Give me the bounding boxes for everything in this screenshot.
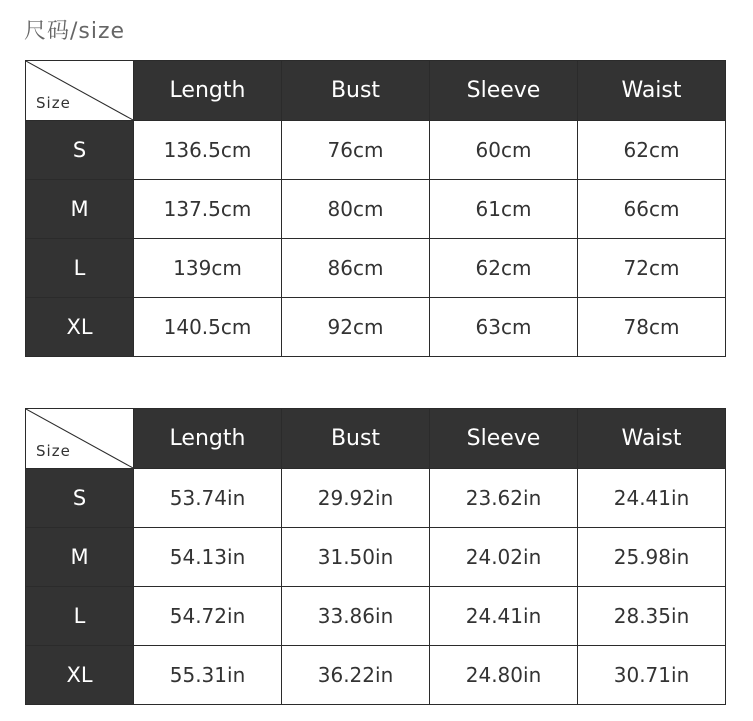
column-header-bust: Bust	[282, 61, 430, 121]
table-row	[26, 121, 726, 180]
corner-label: Size	[36, 94, 71, 112]
corner-header-cell	[26, 409, 134, 469]
length-value-cell: 54.72in	[134, 587, 282, 646]
waist-value-cell: 30.71in	[578, 646, 726, 705]
column-header-bust: Bust	[282, 409, 430, 469]
bust-value-cell: 76cm	[282, 121, 430, 180]
table-header-row	[26, 409, 726, 469]
waist-value-cell: 62cm	[578, 121, 726, 180]
length-value-cell: 54.13in	[134, 528, 282, 587]
sleeve-value-cell: 24.80in	[430, 646, 578, 705]
bust-value-cell: 33.86in	[282, 587, 430, 646]
waist-value-cell: 72cm	[578, 239, 726, 298]
size-label-cell: S	[26, 121, 134, 180]
column-header-sleeve: Sleeve	[430, 61, 578, 121]
size-label-cell: XL	[26, 298, 134, 357]
corner-label: Size	[36, 442, 71, 460]
table-row	[26, 528, 726, 587]
length-value-cell: 140.5cm	[134, 298, 282, 357]
size-label-cell: S	[26, 469, 134, 528]
column-header-waist: Waist	[578, 61, 726, 121]
length-value-cell: 139cm	[134, 239, 282, 298]
waist-value-cell: 28.35in	[578, 587, 726, 646]
length-value-cell: 55.31in	[134, 646, 282, 705]
sleeve-value-cell: 63cm	[430, 298, 578, 357]
bust-value-cell: 36.22in	[282, 646, 430, 705]
column-header-waist: Waist	[578, 409, 726, 469]
bust-value-cell: 86cm	[282, 239, 430, 298]
waist-value-cell: 66cm	[578, 180, 726, 239]
waist-value-cell: 25.98in	[578, 528, 726, 587]
sleeve-value-cell: 61cm	[430, 180, 578, 239]
bust-value-cell: 29.92in	[282, 469, 430, 528]
size-table-in	[25, 408, 726, 705]
size-label-cell: M	[26, 528, 134, 587]
waist-value-cell: 24.41in	[578, 469, 726, 528]
size-label-cell: XL	[26, 646, 134, 705]
column-header-length: Length	[134, 409, 282, 469]
sleeve-value-cell: 24.02in	[430, 528, 578, 587]
length-value-cell: 136.5cm	[134, 121, 282, 180]
table-row	[26, 239, 726, 298]
size-label-cell: L	[26, 587, 134, 646]
size-table-cm	[25, 60, 726, 357]
page-title: 尺码/size	[24, 19, 126, 44]
corner-header-cell	[26, 61, 134, 121]
column-header-length: Length	[134, 61, 282, 121]
waist-value-cell: 78cm	[578, 298, 726, 357]
table-row	[26, 587, 726, 646]
bust-value-cell: 92cm	[282, 298, 430, 357]
sleeve-value-cell: 24.41in	[430, 587, 578, 646]
sleeve-value-cell: 62cm	[430, 239, 578, 298]
table-row	[26, 646, 726, 705]
length-value-cell: 53.74in	[134, 469, 282, 528]
sleeve-value-cell: 60cm	[430, 121, 578, 180]
table-header-row	[26, 61, 726, 121]
column-header-sleeve: Sleeve	[430, 409, 578, 469]
table-row	[26, 469, 726, 528]
size-label-cell: M	[26, 180, 134, 239]
bust-value-cell: 31.50in	[282, 528, 430, 587]
size-label-cell: L	[26, 239, 134, 298]
sleeve-value-cell: 23.62in	[430, 469, 578, 528]
length-value-cell: 137.5cm	[134, 180, 282, 239]
table-row	[26, 298, 726, 357]
table-row	[26, 180, 726, 239]
bust-value-cell: 80cm	[282, 180, 430, 239]
